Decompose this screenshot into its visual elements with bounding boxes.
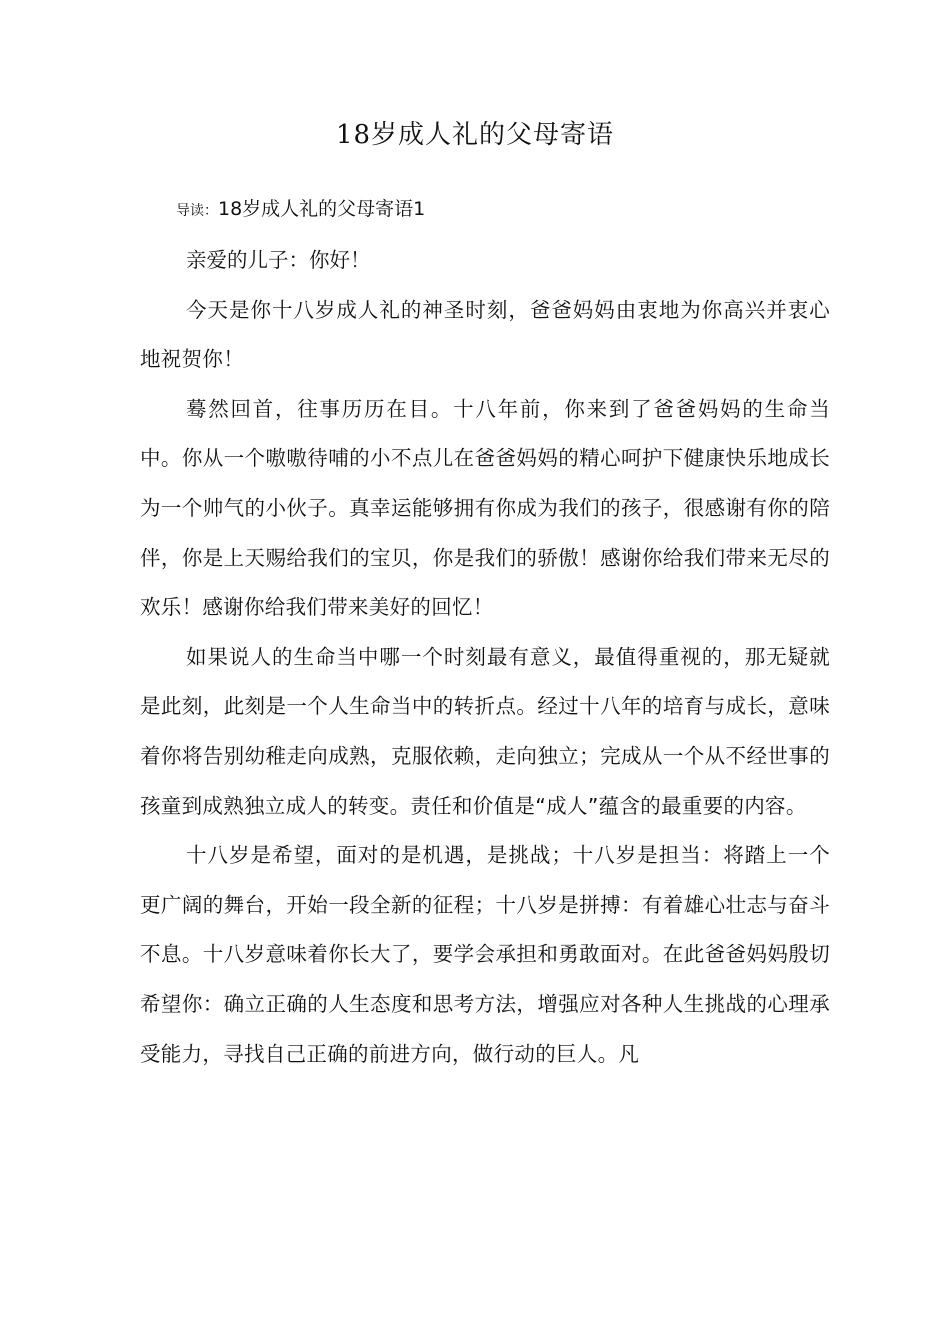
- intro-text: 18岁成人礼的父母寄语1: [218, 198, 426, 220]
- paragraph: 十八岁是希望，面对的是机遇，是挑战；十八岁是担当：将踏上一个更广阔的舞台，开始一段全新的征程；十八岁是拼搏：有着雄心壮志与奋斗不息。十八岁意味着你长大了，要学会承担和勇敢面对。在此爸爸妈妈殷切希望你：确立正确的人生态度和思考方法，增强应对各种人生挑战的心理承受能力，寻找自己正确的前进方向，做行动的巨人。凡: [140, 843, 830, 1066]
- greeting: 亲爱的儿子：你好！: [186, 248, 371, 272]
- intro-line: [176, 196, 425, 224]
- document-title: 18岁成人礼的父母寄语: [335, 120, 615, 150]
- paragraph: 蓦然回首，往事历历在目。十八年前，你来到了爸爸妈妈的生命当中。你从一个嗷嗷待哺的小不点儿在爸爸妈妈的精心呵护下健康快乐地成长为一个帅气的小伙子。真幸运能够拥有你成为我们的孩子，很感谢有你的陪伴，你是上天赐给我们的宝贝，你是我们的骄傲！感谢你给我们带来无尽的欢乐！感谢你给我们带来美好的回忆！: [140, 396, 830, 620]
- document-body: [140, 236, 830, 1079]
- paragraph: 今天是你十八岁成人礼的神圣时刻，爸爸妈妈由衷地为你高兴并衷心地祝贺你！: [140, 297, 830, 372]
- paragraph: 如果说人的生命当中哪一个时刻最有意义，最值得重视的，那无疑就是此刻，此刻是一个人生命当中的转折点。经过十八年的培育与成长，意味着你将告别幼稚走向成熟，克服依赖，走向独立；完成从一个从不经世事的孩童到成熟独立成人的转变。责任和价值是“成人”蕴含的最重要的内容。: [140, 644, 830, 818]
- intro-lead: 导读：: [176, 203, 218, 219]
